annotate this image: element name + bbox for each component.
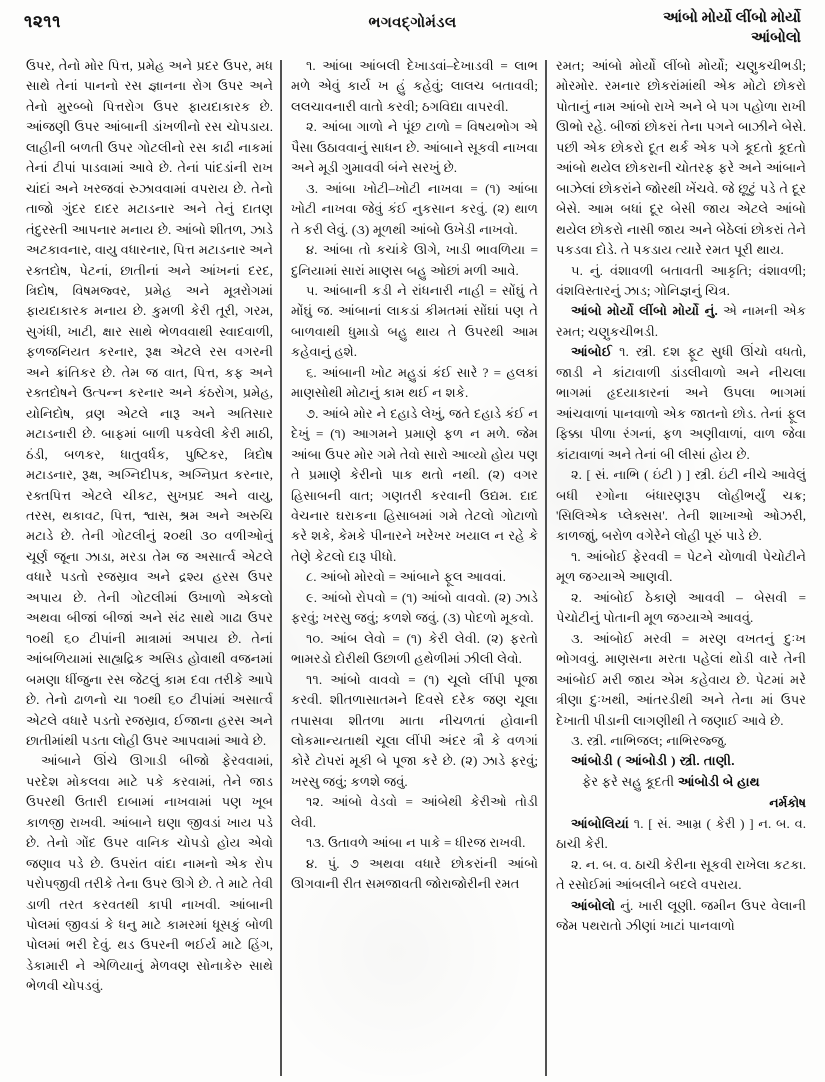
- column-rule-1: [280, 60, 282, 1076]
- numbered-sense: ૨. [ સં. નાભિ ( ઇંટી ) ] સ્ત્રી. ઇંટી નીચે આવેલું બધી રગોના બંધારણરૂપ લોહીભર્યું ચક્ર; 'સિલિએક પ્લેક્સસ'. તેની શાખાઓ ઓઝરી, કાળજાું, બરોળ વગેરેને લોહી પૂરું પાડે છે.: [556, 467, 806, 544]
- running-head: [0, 0, 825, 52]
- numbered-sense: ૫. નું. વંશાવળી બતાવતી આકૃતિ; વંશાવળી; વંશવિસ્તારનું ઝાડ; ગોનિજ્ઞનું ચિત્ર.: [556, 262, 806, 298]
- numbered-sense: ૨. ન. બ. વ. ઠાચી કેરીના સૂકવી રાખેલા કટકા. તે રસોઈમાં આંબલીને બદલે વપરાય.: [556, 856, 806, 893]
- column-rule-2: [545, 60, 547, 1076]
- numbered-sense: ૩. સ્ત્રી. નાભિજલ; નાભિરજ્જુ.: [571, 732, 727, 748]
- catchword-last: આંબોલો: [751, 30, 801, 47]
- numbered-sense: ૪. આંબા તો કચાંકે ઊગે, ખાડી ભાવળિયા = દુનિયામાં સારાં માણસ બહુ ઓછાં મળી આવે.: [291, 242, 538, 278]
- headword: આંબોઈ: [571, 344, 613, 360]
- dictionary-entry: [556, 751, 806, 771]
- dictionary-entry: [556, 814, 806, 855]
- catchword-block: [501, 8, 801, 49]
- book-title: ભગવદ્ગોમંડલ: [368, 15, 457, 31]
- numbered-sense: ૫. આંબાની કડી ને રાંધનારી નાહી = સોંઘું તે મોંઘું જ. આંબાનાં લાકડાં કીમતમાં સોંઘાં પણ તે બાળવાથી ધુમાડો બહુ થાય તે ઉપરથી આમ કહેવાનું હશે.: [291, 282, 538, 360]
- numbered-sense: ૧૧. આંબો વાવવો = (૧) ચૂલો લીંપી પૂજા કરવી. શીતળાસાતમને દિવસે દરેક જણ ચૂલા તપાસવા શીતળા માતા નીચળતાં હોવાની લોકમાન્યતાથી ચૂલા લીંપી અંદર ત્રૌ કે વળગાં કોરે ટોપરાં મૂકી બે પૂજા કરે છે. (૨) ઝાડે ફરવું; ખરસુ જવું; કળશે જવું.: [291, 671, 538, 789]
- definition-text: એ નામની એક રમત; ચણુકચીભડી.: [556, 303, 806, 339]
- dictionary-entry: [556, 896, 806, 937]
- catchword-first: આંબો મોર્યો લીંબો મોર્યો: [662, 10, 801, 26]
- numbered-sense: ૩. આંબા ખોટી–ખોટી નાખવા = (૧) આંબા ખોટી નાખવા જેવું કંઈ નુકસાન કરવું. (૨) થાળ તે કરી લેવું. (૩) મૂળથી આંબો ઉખેડી નાખવો.: [291, 180, 538, 237]
- numbered-sense: ૧૩. ઉતાવળે આંબા ન પાકે = ધીરજ રાખવી.: [306, 835, 526, 851]
- headword: આંબો મોર્યો લીંબો મોર્યો નું.: [571, 303, 719, 319]
- numbered-sense: ૬. આંબાની ખોટ મહુડાં કંઈ સારે ? = હલકાં માણસોથી મોટાનું કામ થઈ ન શકે.: [291, 364, 538, 401]
- body-paragraph: રમત; આંબો મોર્યો લીંબો મોર્યો; ચણુકચીભડી; મોરમોર. રમનાર છોકરાંમાંથી એક મોટો છોકરો પોતાનું નામ આંબો રાખે અને બે પગ પહોળા રાખી ઊભો રહે. બીજાં છોકરાં તેના પગને બાઝીને બેસે. પછી એક છોકરો દૂત થર્ક એક પગે કૂદતો કૂદતો આંબો થયેલ છોકરાની ચોતરફ ફરે અને આંબાને બાઝેલાં છોકરાંને જોરથી ખેંચવે. જે છૂટું પડે તે દૂર બેસે. આમ બધાં દૂર બેસી જાય એટલે આંબો થયેલ છોકરો નાસી જાય અને બેઠેલાં છોકરાં તેને પકડવા દોડે. તે પકડાય ત્યારે રમત પૂરી થાય.: [556, 58, 806, 258]
- text-body: [0, 56, 825, 1080]
- quotation-keyword: આંબોડી બે હાથ: [677, 773, 760, 789]
- quotation-text: ફેર ફરે સહુ કૂદતી: [582, 773, 678, 789]
- numbered-sense: ૧૨. આંબો વેડવો = આંબેથી કેરીઓ તોડી લેવી.: [291, 794, 538, 830]
- body-paragraph: આંબાને ઊંચે ઊગાડી બીજો ફેરવવામાં, પરદેશ મોકલવા માટે પકે કરવામાં, તેને જાડ ઉપરથી ઉતારી દાબામાં નાખવામાં પણ ખૂબ કાળજી રાખવી. આંબાને ઘણા જીવડાં ખાય પડે છે. તેનો ગોંદ ઉપર વાનિક ચોપડો હોય એવો જણાવ પડે છે. ઉપરાંત વાંદા નામનો એક રોપ પરોપજીવી તરીકે તેના ઉપર ઊગે છે. તે માટે તેવી ડાળી તરત કરવતથી કાપી નાખવી. આંબાની પોલમાં જીવડાં કે ધનુ માટે કામરમાં ધૂસકું બોળી પોલમાં ભરી દેવું. થડ ઉપરની ભઈર્ય માટે હિંગ, ડેકામારી ને એળિયાનું મેળવણ સોનાકેરુ સાથે ભેળવી ચોપડવું.: [26, 753, 273, 994]
- page-number: ૧૨૧૧: [24, 12, 61, 31]
- numbered-sense: ૪. પું. ૭ અથવા વધારે છોકરાંની આંબો ઊગવાની રીત સમજાવતી જોરાજોરીની રમત: [291, 855, 538, 892]
- dictionary-entry: [556, 342, 806, 465]
- numbered-sense: ૧. આંબા આંબલી દેખાડવાં–દેખાડવી = લાભ મળે એવું કાર્ય ખ હું કહેવું; લાલચ બતાવવી; લલચાવનારી વાતો કરવી; ઠગવિદ્યા વાપરવી.: [291, 58, 538, 114]
- text-column-3: [556, 56, 806, 1078]
- numbered-sense: ૧. આંબોઈ ફેરવવી = પેટને ચોળાવી પેચોટીને મૂળ જગ્યાએ આણવી.: [556, 548, 806, 585]
- definition-text: ૧. [ સં. આમ્ર ( કેરી ) ] ન. બ. વ. ઠાચી કેરી.: [556, 815, 806, 852]
- numbered-sense: ૧૦. આંબ લેવો = (૧) કેરી લેવી. (૨) ફરતો ભામરડો દોરીથી ઉછાળી હથેળીમાં ઝીલી લેવો.: [291, 630, 538, 667]
- numbered-sense: ૨. આંબા ગાળો ને પૂંછ ટાળો = વિષયભોગ એ પૈસા ઉઠાવવાનું સાધન છે. આંબાને સૂકવી નાખવા અને મૂડી ગુમાવવી બંને સરખું છે.: [291, 119, 538, 176]
- numbered-sense: ૭. આંબે મોર ને દહાડે લેખું, જતે દહાડે કંઈ ન દેખું = (૧) આગમને પ્રમાણે ફળ ન મળે. જેમ આંબા ઉપર મોર ગમે તેવો સારો આવ્યો હોય પણ તે પ્રમાણે કેરીનો પાક થતો નથી. (૨) વગર હિસાબની વાત; ગણતરી કરવાની ઉદ્યમ. દાદ વેચનાર ઘરાકના હિસાબમાં ગમે તેટલો ગોટાળો કરે શકે, કેમકે પીનારને ખરેખર ખયાલ ન રહે કે તેણે કેટલો દારૂ પીધો.: [291, 405, 538, 564]
- definition-text: નું. ખારી લૂણી. જમીન ઉપર વેલાની જેમ પથરાતો ઝીણાં ખાટાં પાનવાળો: [556, 897, 806, 934]
- headword: આંબોલિયાં: [571, 815, 630, 831]
- text-column-1: [26, 56, 273, 1078]
- definition-text: ૧. સ્ત્રી. દશ ફૂટ સુધી ઊંચો વધતો, જાડી ને કાંટાવાળી ડાંડલીવાળો અને નીચલા ભાગમાં હૃદયાકારનાં અને ઉપલા ભાગમાં આંચવાળાં પાનવાળો એક જાતનો છોડ. તેનાં ફૂલ ફિક્કા પીળા રંગનાં, ફળ અણીવાળાં, વાળ જેવા કાંટાવાળાં અને તેનાં બી લીસાં હોય છે.: [556, 344, 806, 462]
- numbered-sense: ૮. આંબો મોરવો = આંબાને ફૂલ આવવાં.: [306, 569, 506, 585]
- dictionary-entry: [556, 301, 806, 342]
- numbered-sense: ૩. આંબોઈ મરવી = મરણ વખતનું દુઃખ ભોગવવું. માણસના મરતા પહેલાં થોડી વારે તેની આંબોઈ મરી જાય એમ કહેવાય છે. પેટમાં મરે ત્રીણા દુઃખથી, આંતરડીથી અને તેના માં ઉપર દેખાતી પીડાની લાગણીથી તે જણાઈ આવે છે.: [556, 630, 806, 728]
- numbered-sense: ૨. આંબોઈ ઠેકાણે આવવી – બેસવી = પેચોટીનું પોતાની મૂળ જગ્યાએ આવવું.: [556, 589, 806, 626]
- numbered-sense: ૯. આંબો રોપવો = (૧) આંબો વાવવો. (૨) ઝાડે ફરવું; ખરસુ જવું; કળશે જવું. (૩) પોદળો મૂકવો.: [291, 589, 538, 626]
- source-citation: નર્મકોષ: [769, 796, 806, 811]
- text-column-2: [291, 56, 538, 1078]
- headword: આંબોલો: [571, 897, 616, 913]
- headword: આંબોડી ( આંબોડી ) સ્ત્રી. તાણી.: [571, 753, 735, 769]
- body-paragraph: ઉપર, તેનો મોર પિત્ત, પ્રમેહ અને પ્રદર ઉપર, મધ સાથે તેનાં પાનનો રસ જ્ઞાનના રોગ ઉપર અને તેનો મુરબ્બો પિત્તરોગ ઉપર ફાયદાકારક છે. આંજણી ઉપર આંબાની ડાંખળીનો રસ ચોપડાય. લાહીની બળતી ઉપર ગોટલીનો રસ કાઢી નાકમાં તેનાં ટીપાં પાડવામાં આવે છે. તેનાં પાંદડાંની રાખ ચાંદાં અને ખરજવાં રુઝાવવામાં વપરાય છે. તેનો તાજો ગુંદર દાદર મટાડનાર અને તેનું દાતણ તંદુરસ્તી આપનાર મનાય છે. આંબો શીતળ, ઝાડે અટકાવનાર, વાયુ વધારનાર, પિત્ત મટાડનાર અને રક્તદોષ, પેટનાં, છાતીનાં અને આંખનાં દરદ, ત્રિદોષ, વિષમજ્વર, પ્રમેહ અને મૂત્રરોગમાં ફાયદાકારક મનાય છે. કુમળી કેરી તૂરી, ગરમ, સુગંધી, ખાટી, ક્ષાર સાથે ભેળવવાથી સ્વાદવાળી, ફળજનિયત કરનાર, રૂક્ષ એટલે રસ વગરની અને ક્રાંતિકર છે. તેમ જ વાત, પિત્ત, કફ અને રક્તદોષને ઉત્પન્ન કરનાર અને કંઠરોગ, પ્રમેહ, યોનિદોષ, વ્રણ એટલે નારૂ અને અતિસાર મટાડનારી છે. બાફમાં બાળી પકવેલી કેરી માઠી, ઠંડી, બળકર, ધાતુવર્ધક, પુષ્ટિકર, ત્રિદોષ મટાડનાર, રૂક્ષ, અગ્નિદીપક, અગ્નિપ્રત કરનાર, રક્તપિત્ત એટલે ચીકટ, સુખપ્રદ અને વાયુ, તરસ, થકાવટ, પિત્ત, શ્વાસ, શ્રમ અને અરુચિ મટાડે છે. તેની ગોટલીનું ૨૦થી ૩૦ વળીઓનું ચૂર્ણ જૂના ઝાડા, મરડા તેમ જ અસાર્ત્વ એટલે વધારે પડતો રજસ્રાવ અને દ્રશ્ય હરસ ઉપર અપાય છે. તેની ગોટલીમાં ઉખાળો એકલો અથવા બીજાં બીજાં અને સંઢ સાથે ગાઢા ઉપર ૧૦થી ૬૦ ટીપાંની માત્રામાં અપાય છે. તેનાં આંબળિયામાં સાહ્યદ્રિક અસિડ હોવાથી વજનમાં બમણા ધીંજુના રસ જેટલું કામ દવા તરીકે આપે છે. તેનો ઢાળનો ચા ૧૦થી ૬૦ ટીપાંમાં અસાર્ત્વ એટલે વધારે પડતો રજસ્રાવ, ઈજાના હરસ અને છાતીમાંથી પડતા લોહી ઉપર આપવામાં આવે છે.: [26, 58, 273, 748]
- verse-quotation: [556, 772, 806, 814]
